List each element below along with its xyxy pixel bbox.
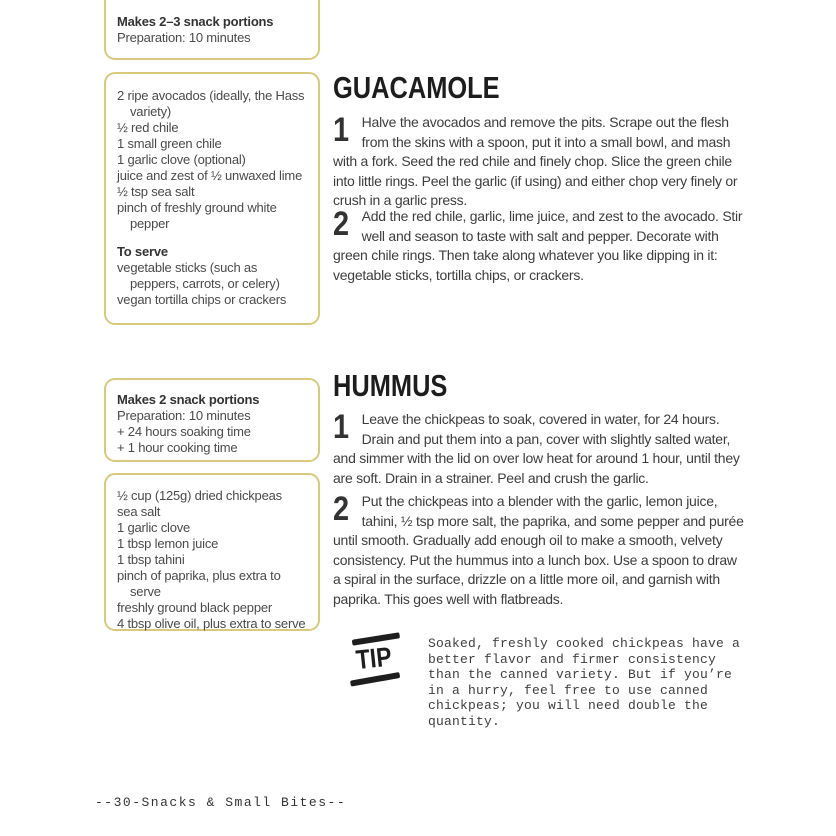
ingredient-item: 4 tbsp olive oil, plus extra to serve <box>117 616 306 631</box>
to-serve-heading: To serve <box>117 244 168 259</box>
hummus-info-box <box>104 378 320 462</box>
hummus-ingredient-list <box>117 488 307 632</box>
ingredient-item: juice and zest of ½ unwaxed lime <box>117 168 303 183</box>
ingredient-item: pinch of paprika, plus extra to serve <box>117 568 281 599</box>
hummus-step-1 <box>333 410 745 488</box>
tip-stamp-icon <box>344 633 410 685</box>
hummus-title: HUMMUS <box>333 368 448 403</box>
ingredient-item: ½ red chile <box>117 120 179 135</box>
guacamole-title: GUACAMOLE <box>333 70 500 105</box>
ingredient-item: 1 small green chile <box>117 136 222 151</box>
tip-text: Soaked, freshly cooked chickpeas have a better flavor and firmer consistency than the canned variety. But if you’re in a hurry, feel free to use canned chickpeas; you will need double the quantity. <box>428 636 741 729</box>
tip-label: TIP <box>354 641 394 676</box>
step-text: Add the red chile, garlic, lime juice, and zest to the avocado. Stir well and season to taste with salt and pepper. Decorate with green chile rings. Then take along whatever you like dipping in it: vegetable sticks, tortilla chips, or crackers. <box>333 208 743 283</box>
hummus-soaking-time: + 24 hours soaking time <box>117 424 251 439</box>
ingredient-item: freshly ground black pepper <box>117 600 273 615</box>
hummus-cooking-time: + 1 hour cooking time <box>117 440 238 455</box>
guacamole-makes-label: Makes 2–3 snack portions <box>117 14 274 29</box>
ingredient-item: 1 tbsp lemon juice <box>117 536 219 551</box>
ingredient-item: ½ tsp sea salt <box>117 184 195 199</box>
guacamole-step-1 <box>333 113 745 211</box>
ingredient-item: 2 ripe avocados (ideally, the Hass variety) <box>117 88 305 119</box>
ingredient-item: 1 garlic clove (optional) <box>117 152 246 167</box>
page-footer: --30-Snacks & Small Bites-- <box>95 795 347 810</box>
ingredient-item: 1 garlic clove <box>117 520 191 535</box>
step-number: 2 <box>333 490 349 528</box>
step-number: 1 <box>333 111 349 149</box>
step-text: Halve the avocados and remove the pits. Scrape out the flesh from the skins with a spoon, put it into a small bowl, and mash with a fork. Seed the red chile and finely chop. Slice the green chile into little rings. Peel the garlic (if using) and either chop very finely or crush in a garlic press. <box>333 114 738 208</box>
step-text: Leave the chickpeas to soak, covered in water, for 24 hours. Drain and put them into a pan, cover with slightly salted water, and simmer with the lid on over low heat for around 1 hour, until they are soft. Drain in a strainer. Peel and crush the garlic. <box>333 411 740 486</box>
guacamole-ingredient-list <box>117 88 307 232</box>
hummus-step-2 <box>333 492 745 609</box>
hummus-makes-label: Makes 2 snack portions <box>117 392 260 407</box>
hummus-ingredients-box <box>104 473 320 631</box>
step-number: 2 <box>333 205 349 243</box>
ingredient-item: sea salt <box>117 504 161 519</box>
guacamole-prep-time: Preparation: 10 minutes <box>117 30 251 45</box>
ingredient-item: vegan tortilla chips or crackers <box>117 292 287 307</box>
ingredient-item: 1 tbsp tahini <box>117 552 185 567</box>
step-text: Put the chickpeas into a blender with the garlic, lemon juice, tahini, ½ tsp more salt, the paprika, and some pepper and purée until smooth. Gradually add enough oil to make a smooth, velvety consistency. Put the hummus into a lunch box. Use a spoon to draw a spiral in the surface, drizzle on a little more oil, and garnish with paprika. This goes well with flatbreads. <box>333 493 744 607</box>
step-number: 1 <box>333 408 349 446</box>
guacamole-ingredients-box <box>104 72 320 325</box>
spacer <box>117 232 307 244</box>
guacamole-to-serve-list <box>117 260 307 308</box>
ingredient-item: ½ cup (125g) dried chickpeas <box>117 488 282 503</box>
ingredient-item: pinch of freshly ground white pepper <box>117 200 277 231</box>
hummus-prep-time: Preparation: 10 minutes <box>117 408 251 423</box>
guacamole-step-2 <box>333 207 745 285</box>
ingredient-item: vegetable sticks (such as peppers, carrots, or celery) <box>117 260 280 291</box>
guacamole-info-box <box>104 0 320 60</box>
